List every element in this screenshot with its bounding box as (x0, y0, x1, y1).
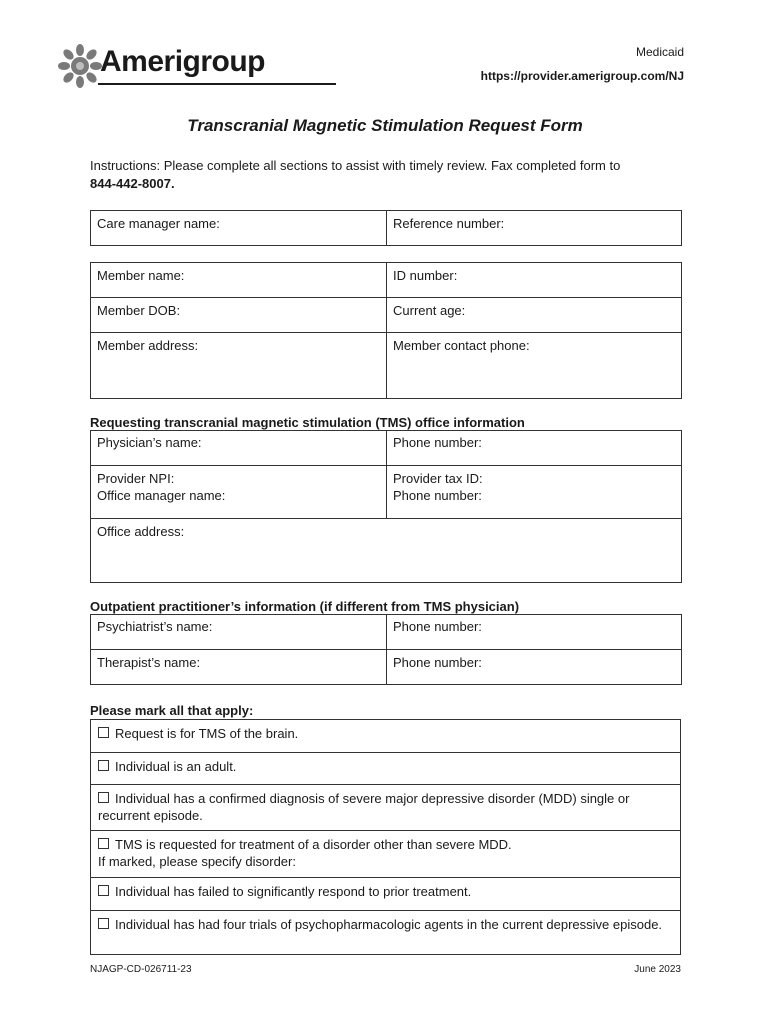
specify-disorder-label: If marked, please specify disorder: (98, 854, 296, 869)
checkbox-icon[interactable] (98, 760, 109, 771)
therapist-phone-field[interactable]: Phone number: (387, 650, 682, 685)
checklist-table (90, 719, 681, 955)
form-code: NJAGP-CD-026711-23 (90, 964, 192, 975)
checklist-item[interactable]: Individual has had four trials of psychopharmacologic agents in the current depressive episode. (91, 911, 681, 955)
checklist-item[interactable]: Request is for TMS of the brain. (91, 720, 681, 753)
brand-name: Amerigroup (100, 45, 266, 78)
checklist-item[interactable]: Individual is an adult. (91, 753, 681, 785)
care-manager-table (90, 210, 682, 246)
office-address-field[interactable]: Office address: (91, 519, 682, 583)
member-address-field[interactable]: Member address: (91, 333, 387, 399)
checklist-item[interactable]: Individual has a confirmed diagnosis of severe major depressive disorder (MDD) single or recurrent episode. (91, 785, 681, 831)
member-dob-field[interactable]: Member DOB: (91, 298, 387, 333)
fax-number: 844-442-8007. (90, 176, 175, 191)
instructions-text: Instructions: Please complete all sections to assist with timely review. Fax completed form to (90, 158, 621, 173)
provider-url-link[interactable]: https://provider.amerigroup.com/NJ (480, 69, 684, 83)
physician-name-field[interactable]: Physician’s name: (91, 431, 387, 466)
therapist-name-field[interactable]: Therapist’s name: (91, 650, 387, 685)
checklist-item[interactable]: Individual has failed to significantly respond to prior treatment. (91, 878, 681, 911)
outpatient-table (90, 614, 682, 685)
checkbox-icon[interactable] (98, 885, 109, 896)
office-manager-label: Office manager name: (97, 488, 226, 503)
instructions (90, 157, 680, 193)
psychiatrist-phone-field[interactable]: Phone number: (387, 615, 682, 650)
program-label: Medicaid (635, 45, 684, 59)
tax-id-phone-field[interactable] (387, 466, 682, 519)
checkbox-icon[interactable] (98, 918, 109, 929)
npi-office-manager-field[interactable] (91, 466, 387, 519)
reference-number-field[interactable]: Reference number: (387, 211, 682, 246)
member-table (90, 262, 682, 399)
member-phone-field[interactable]: Member contact phone: (387, 333, 682, 399)
checklist-heading: Please mark all that apply: (90, 703, 254, 718)
outpatient-heading: Outpatient practitioner’s information (if different from TMS physician) (90, 599, 520, 614)
provider-npi-label: Provider NPI: (97, 471, 175, 486)
form-date: June 2023 (634, 964, 681, 975)
amerigroup-logo (58, 42, 288, 90)
provider-tax-id-label: Provider tax ID: (393, 471, 483, 486)
care-manager-name-field[interactable]: Care manager name: (91, 211, 387, 246)
member-name-field[interactable]: Member name: (91, 263, 387, 298)
logo-burst-icon (58, 44, 102, 88)
tms-office-heading: Requesting transcranial magnetic stimulation (TMS) office information (90, 415, 525, 430)
page-title: Transcranial Magnetic Stimulation Request Form (187, 116, 583, 135)
checklist-item[interactable]: TMS is requested for treatment of a disorder other than severe MDD. If marked, please specify disorder: (91, 831, 681, 878)
psychiatrist-name-field[interactable]: Psychiatrist’s name: (91, 615, 387, 650)
physician-phone-field[interactable]: Phone number: (387, 431, 682, 466)
logo-underline (98, 83, 336, 85)
checkbox-icon[interactable] (98, 727, 109, 738)
id-number-field[interactable]: ID number: (387, 263, 682, 298)
tms-office-table (90, 430, 682, 583)
office-phone-label: Phone number: (393, 488, 482, 503)
current-age-field[interactable]: Current age: (387, 298, 682, 333)
checkbox-icon[interactable] (98, 792, 109, 803)
checkbox-icon[interactable] (98, 838, 109, 849)
